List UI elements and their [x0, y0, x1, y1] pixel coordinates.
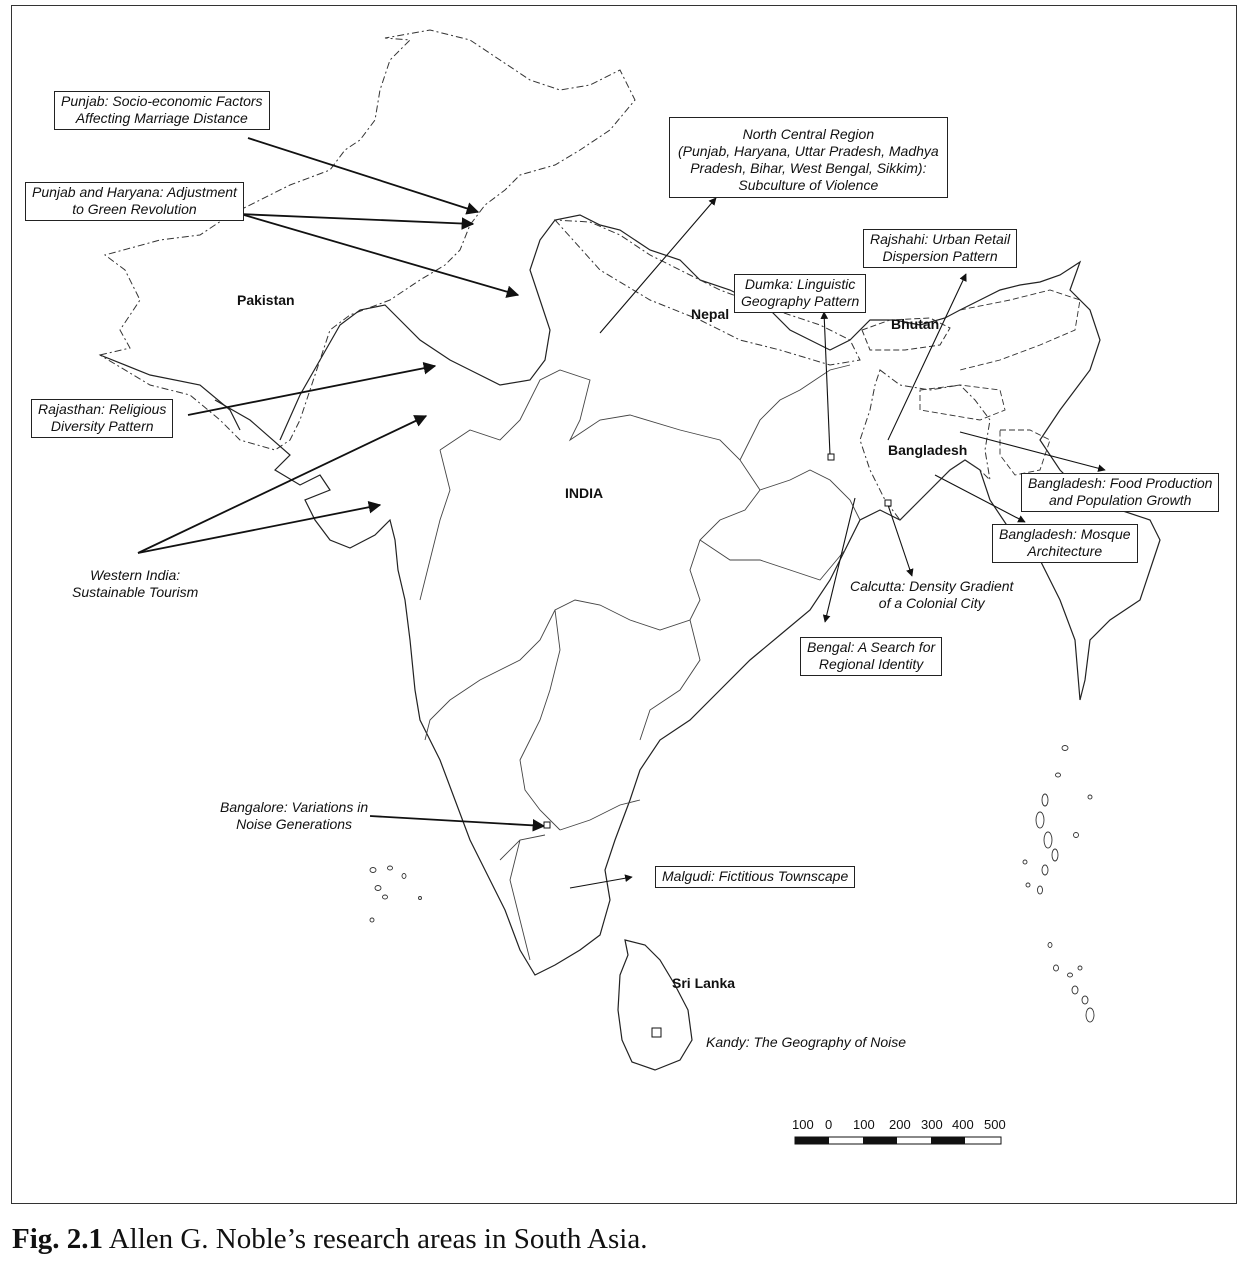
- arrow-calcutta: [888, 505, 912, 576]
- country-pakistan: Pakistan: [237, 292, 295, 308]
- label-calcutta: [850, 578, 1013, 612]
- arrow-rajasthan: [188, 366, 435, 415]
- location-markers: [544, 454, 891, 1037]
- country-bhutan: Bhutan: [891, 316, 940, 332]
- scale-tick-label: 0: [825, 1117, 833, 1132]
- label-punjab-marriage: [54, 91, 270, 130]
- leader-arrows: [138, 138, 544, 826]
- label-line: Bangalore: Variations in: [220, 799, 369, 815]
- label-line: Noise Generations: [236, 816, 353, 832]
- scale-tick-label: 100: [853, 1117, 875, 1132]
- label-line: Rajshahi: Urban Retail: [870, 231, 1011, 247]
- label-rajasthan: [31, 399, 173, 438]
- caption-text: Allen G. Noble’s research areas in South Asia.: [108, 1223, 648, 1255]
- arrow-malgudi: [570, 877, 632, 888]
- label-line: Regional Identity: [818, 656, 924, 672]
- scale-tick-label: 400: [952, 1117, 974, 1132]
- label-line: Affecting Marriage Distance: [75, 110, 248, 126]
- label-line: Architecture: [1027, 543, 1103, 559]
- scale-tick-label: 200: [889, 1117, 911, 1132]
- label-line: Punjab: Socio-economic Factors: [61, 93, 263, 109]
- label-line: Calcutta: Density Gradient: [850, 578, 1014, 594]
- label-western-india: [72, 567, 198, 601]
- label-line: to Green Revolution: [72, 201, 197, 217]
- label-line: of a Colonial City: [878, 595, 985, 611]
- label-line: and Population Growth: [1049, 492, 1192, 508]
- marker-dumka: [828, 454, 834, 460]
- label-bengal: [800, 637, 942, 676]
- label-line: Geography Pattern: [741, 293, 860, 309]
- arrow-rajshahi: [888, 274, 966, 440]
- label-line: (Punjab, Haryana, Uttar Pradesh, Madhya: [678, 143, 939, 159]
- label-line: Bangladesh: Mosque: [999, 526, 1131, 542]
- arrow-bangladesh-mosque: [935, 475, 1025, 522]
- label-line: Kandy: The Geography of Noise: [706, 1034, 907, 1050]
- arrow-dumka: [824, 312, 830, 455]
- label-line: North Central Region: [742, 126, 875, 142]
- label-line: Dispersion Pattern: [882, 248, 998, 264]
- label-line: Bengal: A Search for: [807, 639, 936, 655]
- label-line: Malgudi: Fictitious Townscape: [662, 868, 849, 884]
- andaman-islands: [1023, 746, 1094, 1023]
- country-bangladesh: Bangladesh: [888, 442, 968, 458]
- figure-caption: [12, 1222, 647, 1256]
- label-bangalore: [220, 799, 368, 833]
- label-line: Subculture of Violence: [738, 177, 879, 193]
- sri-lanka-outline: [618, 940, 692, 1070]
- label-kandy: [706, 1034, 906, 1051]
- label-line: Pradesh, Bihar, West Bengal, Sikkim):: [690, 160, 927, 176]
- label-dumka: [734, 274, 866, 313]
- country-india: INDIA: [565, 485, 604, 501]
- label-line: Punjab and Haryana: Adjustment: [32, 184, 237, 200]
- country-nepal: Nepal: [691, 306, 730, 322]
- arrow-punjab-marriage: [248, 138, 478, 212]
- scale-tick-label: 300: [921, 1117, 943, 1132]
- arrow-bangalore: [370, 816, 544, 826]
- label-rajshahi: [863, 229, 1017, 268]
- marker-calcutta: [885, 500, 891, 506]
- label-line: Western India:: [90, 567, 181, 583]
- marker-kandy: [652, 1028, 661, 1037]
- label-north-central: [669, 117, 948, 198]
- label-line: Diversity Pattern: [50, 418, 154, 434]
- label-line: Bangladesh: Food Production: [1028, 475, 1213, 491]
- scale-tick-label: 100: [792, 1117, 814, 1132]
- label-bangladesh-food: [1021, 473, 1219, 512]
- label-malgudi: [655, 866, 855, 888]
- country-sri-lanka: Sri Lanka: [672, 975, 736, 991]
- label-line: Sustainable Tourism: [72, 584, 199, 600]
- arrow-bangladesh-food: [960, 432, 1105, 470]
- scale-bar: [795, 1137, 1001, 1144]
- india-coastline: [215, 215, 1160, 975]
- lakshadweep-islands: [370, 866, 422, 922]
- marker-bangalore: [544, 822, 550, 828]
- label-punjab-haryana: [25, 182, 244, 221]
- label-line: Rajasthan: Religious: [38, 401, 167, 417]
- scale-tick-label: 500: [984, 1117, 1006, 1132]
- label-line: Dumka: Linguistic: [744, 276, 856, 292]
- label-bangladesh-mosque: [992, 524, 1138, 563]
- figure-number: Fig. 2.1: [12, 1223, 104, 1255]
